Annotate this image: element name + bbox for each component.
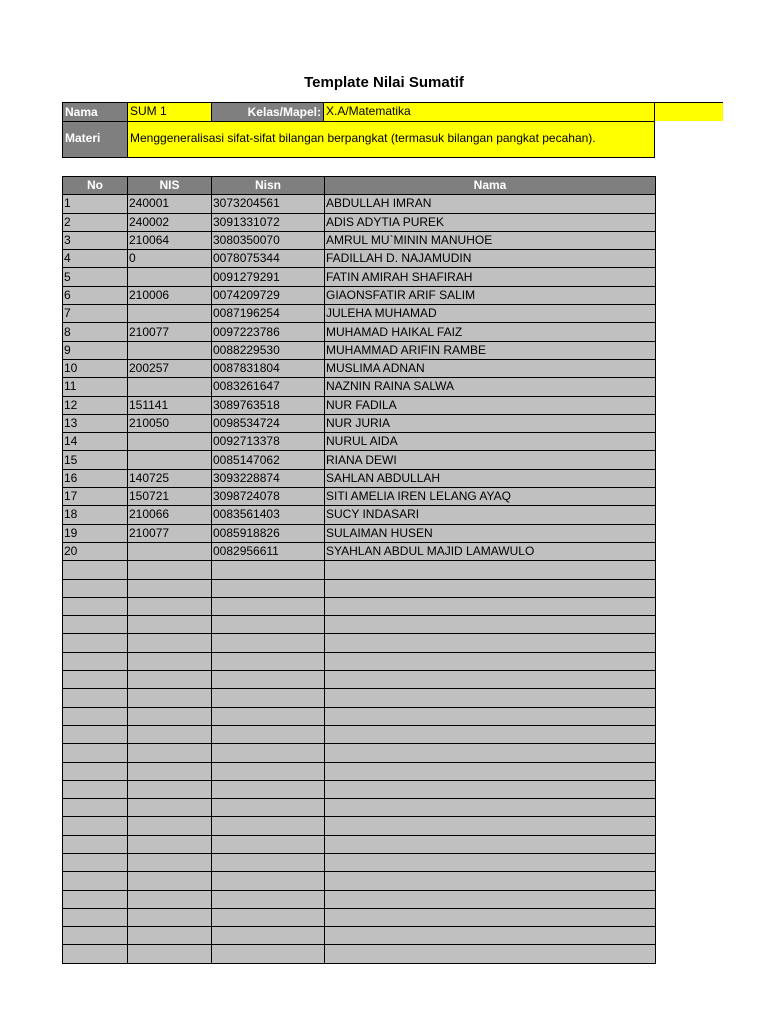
- cell-nama[interactable]: [325, 817, 656, 835]
- cell-nisn[interactable]: [212, 597, 325, 615]
- cell-nisn[interactable]: 0083561403: [212, 506, 325, 524]
- cell-nisn[interactable]: 3098724078: [212, 488, 325, 506]
- table-row: [63, 213, 656, 231]
- kelas-mapel-label: Kelas/Mapel:: [211, 102, 323, 121]
- cell-nis[interactable]: [128, 817, 212, 835]
- cell-no[interactable]: [63, 853, 128, 871]
- materi-value-cell[interactable]: Menggeneralisasi sifat-sifat bilangan berpangkat (termasuk bilangan pangkat pecahan).: [127, 121, 655, 158]
- cell-nis[interactable]: 151141: [128, 396, 212, 414]
- column-header-no[interactable]: No: [63, 177, 128, 195]
- cell-no[interactable]: [63, 616, 128, 634]
- table-row: [63, 616, 656, 634]
- kelas-mapel-value-cell[interactable]: X.A/Matematika: [323, 102, 723, 121]
- cell-nisn[interactable]: 0087831804: [212, 359, 325, 377]
- cell-nisn[interactable]: [212, 579, 325, 597]
- table-row: [63, 853, 656, 871]
- cell-nisn[interactable]: 0074209729: [212, 286, 325, 304]
- table-row: [63, 286, 656, 304]
- table-row: [63, 762, 656, 780]
- cell-nis[interactable]: 210077: [128, 323, 212, 341]
- table-body: [63, 195, 656, 963]
- table-row: [63, 945, 656, 963]
- cell-nisn[interactable]: 3080350070: [212, 231, 325, 249]
- cell-nisn[interactable]: 0085147062: [212, 451, 325, 469]
- table-row: [63, 488, 656, 506]
- cell-nama[interactable]: SUCY INDASARI: [325, 506, 656, 524]
- cell-no[interactable]: [63, 872, 128, 890]
- cell-nis[interactable]: [128, 762, 212, 780]
- cell-nama[interactable]: [325, 652, 656, 670]
- cell-nama[interactable]: RIANA DEWI: [325, 451, 656, 469]
- cell-nis[interactable]: 150721: [128, 488, 212, 506]
- cell-no[interactable]: 8: [63, 323, 128, 341]
- cell-nis[interactable]: [128, 579, 212, 597]
- cell-nis[interactable]: [128, 890, 212, 908]
- table-row: [63, 652, 656, 670]
- cell-nisn[interactable]: [212, 671, 325, 689]
- cell-nisn[interactable]: 0085918826: [212, 524, 325, 542]
- page-title: Template Nilai Sumatif: [304, 74, 464, 91]
- cell-nis[interactable]: [128, 725, 212, 743]
- cell-nis[interactable]: [128, 451, 212, 469]
- cell-nama[interactable]: [325, 671, 656, 689]
- cell-nisn[interactable]: [212, 835, 325, 853]
- cell-nisn[interactable]: 3093228874: [212, 469, 325, 487]
- cell-nama[interactable]: NURUL AIDA: [325, 433, 656, 451]
- table-row: [63, 323, 656, 341]
- table-row: [63, 890, 656, 908]
- cell-no[interactable]: 11: [63, 378, 128, 396]
- cell-nisn[interactable]: 0098534724: [212, 414, 325, 432]
- cell-nama[interactable]: JULEHA MUHAMAD: [325, 305, 656, 323]
- cell-nama[interactable]: FATIN AMIRAH SHAFIRAH: [325, 268, 656, 286]
- cell-no[interactable]: [63, 799, 128, 817]
- cell-no[interactable]: 10: [63, 359, 128, 377]
- cell-nama[interactable]: SAHLAN ABDULLAH: [325, 469, 656, 487]
- nama-label: Nama: [62, 102, 127, 121]
- cell-nama[interactable]: [325, 908, 656, 926]
- cell-nisn[interactable]: 0078075344: [212, 250, 325, 268]
- table-row: [63, 835, 656, 853]
- cell-no[interactable]: [63, 762, 128, 780]
- table-row: [63, 744, 656, 762]
- cell-no[interactable]: [63, 725, 128, 743]
- table-row: [63, 817, 656, 835]
- cell-nis[interactable]: 210064: [128, 231, 212, 249]
- cell-nama[interactable]: [325, 561, 656, 579]
- cell-nisn[interactable]: [212, 872, 325, 890]
- cell-nama[interactable]: [325, 707, 656, 725]
- cell-nis[interactable]: [128, 799, 212, 817]
- column-header-nis[interactable]: NIS: [128, 177, 212, 195]
- cell-nis[interactable]: 240001: [128, 195, 212, 213]
- cell-nama[interactable]: MUHAMMAD ARIFIN RAMBE: [325, 341, 656, 359]
- cell-nama[interactable]: MUSLIMA ADNAN: [325, 359, 656, 377]
- table-row: [63, 414, 656, 432]
- table-row: [63, 927, 656, 945]
- cell-nis[interactable]: [128, 652, 212, 670]
- cell-nisn[interactable]: 0088229530: [212, 341, 325, 359]
- table-row: [63, 396, 656, 414]
- cell-no[interactable]: [63, 744, 128, 762]
- table-row: [63, 780, 656, 798]
- cell-nama[interactable]: [325, 780, 656, 798]
- cell-nis[interactable]: 240002: [128, 213, 212, 231]
- cell-nisn[interactable]: [212, 817, 325, 835]
- cell-nis[interactable]: [128, 780, 212, 798]
- cell-nisn[interactable]: [212, 561, 325, 579]
- cell-nama[interactable]: [325, 762, 656, 780]
- cell-no[interactable]: 1: [63, 195, 128, 213]
- cell-nisn[interactable]: 0092713378: [212, 433, 325, 451]
- cell-nama[interactable]: [325, 890, 656, 908]
- cell-nis[interactable]: [128, 945, 212, 963]
- cell-nama[interactable]: NAZNIN RAINA SALWA: [325, 378, 656, 396]
- table-row: [63, 634, 656, 652]
- table-row: [63, 250, 656, 268]
- table-row: [63, 305, 656, 323]
- cell-no[interactable]: 13: [63, 414, 128, 432]
- cell-nis[interactable]: 140725: [128, 469, 212, 487]
- cell-nama[interactable]: NUR FADILA: [325, 396, 656, 414]
- cell-no[interactable]: [63, 890, 128, 908]
- table-row: [63, 268, 656, 286]
- cell-nama[interactable]: SULAIMAN HUSEN: [325, 524, 656, 542]
- cell-no[interactable]: [63, 927, 128, 945]
- table-row: [63, 799, 656, 817]
- cell-no[interactable]: 12: [63, 396, 128, 414]
- cell-nisn[interactable]: 3089763518: [212, 396, 325, 414]
- table-row: [63, 231, 656, 249]
- cell-no[interactable]: [63, 561, 128, 579]
- cell-nisn[interactable]: [212, 762, 325, 780]
- cell-nisn[interactable]: [212, 707, 325, 725]
- cell-nama[interactable]: [325, 689, 656, 707]
- cell-nama[interactable]: AMRUL MU`MININ MANUHOE: [325, 231, 656, 249]
- table-row: [63, 341, 656, 359]
- cell-nis[interactable]: [128, 305, 212, 323]
- column-header-nama[interactable]: Nama: [325, 177, 656, 195]
- table-row: [63, 561, 656, 579]
- cell-nisn[interactable]: [212, 908, 325, 926]
- cell-nis[interactable]: [128, 433, 212, 451]
- cell-nis[interactable]: [128, 634, 212, 652]
- cell-nisn[interactable]: [212, 744, 325, 762]
- table-row: [63, 671, 656, 689]
- table-header-row: [63, 177, 656, 195]
- table-row: [63, 469, 656, 487]
- cell-no[interactable]: [63, 671, 128, 689]
- cell-no[interactable]: [63, 817, 128, 835]
- cell-nisn[interactable]: 3073204561: [212, 195, 325, 213]
- cell-no[interactable]: 5: [63, 268, 128, 286]
- cell-nis[interactable]: [128, 268, 212, 286]
- cell-no[interactable]: 4: [63, 250, 128, 268]
- cell-nis[interactable]: 0: [128, 250, 212, 268]
- cell-no[interactable]: 3: [63, 231, 128, 249]
- cell-nis[interactable]: [128, 707, 212, 725]
- cell-no[interactable]: 7: [63, 305, 128, 323]
- table-row: [63, 872, 656, 890]
- cell-nama[interactable]: [325, 634, 656, 652]
- cell-nis[interactable]: [128, 689, 212, 707]
- cell-nama[interactable]: NUR JURIA: [325, 414, 656, 432]
- cell-nis[interactable]: [128, 597, 212, 615]
- table-row: [63, 597, 656, 615]
- cell-nis[interactable]: [128, 872, 212, 890]
- cell-nama[interactable]: [325, 597, 656, 615]
- table-row: [63, 579, 656, 597]
- cell-nisn[interactable]: 0091279291: [212, 268, 325, 286]
- table-row: [63, 725, 656, 743]
- cell-no[interactable]: 6: [63, 286, 128, 304]
- cell-nisn[interactable]: [212, 634, 325, 652]
- cell-nama[interactable]: [325, 744, 656, 762]
- cell-nisn[interactable]: [212, 780, 325, 798]
- cell-no[interactable]: [63, 597, 128, 615]
- table-row: [63, 433, 656, 451]
- cell-nisn[interactable]: [212, 853, 325, 871]
- table-row: [63, 707, 656, 725]
- cell-no[interactable]: 9: [63, 341, 128, 359]
- cell-no[interactable]: 14: [63, 433, 128, 451]
- table-row: [63, 908, 656, 926]
- cell-nama[interactable]: FADILLAH D. NAJAMUDIN: [325, 250, 656, 268]
- cell-nama[interactable]: ABDULLAH IMRAN: [325, 195, 656, 213]
- cell-nama[interactable]: [325, 725, 656, 743]
- cell-nisn[interactable]: 3091331072: [212, 213, 325, 231]
- student-table: [62, 176, 656, 964]
- cell-nisn[interactable]: [212, 616, 325, 634]
- cell-no[interactable]: [63, 689, 128, 707]
- cell-nisn[interactable]: [212, 890, 325, 908]
- cell-nis[interactable]: 200257: [128, 359, 212, 377]
- cell-no[interactable]: [63, 634, 128, 652]
- cell-nis[interactable]: [128, 835, 212, 853]
- cell-no[interactable]: 19: [63, 524, 128, 542]
- cell-no[interactable]: [63, 908, 128, 926]
- cell-nama[interactable]: [325, 579, 656, 597]
- table-row: [63, 359, 656, 377]
- cell-nama[interactable]: SITI AMELIA IREN LELANG AYAQ: [325, 488, 656, 506]
- cell-no[interactable]: 2: [63, 213, 128, 231]
- cell-no[interactable]: 20: [63, 542, 128, 560]
- cell-nama[interactable]: [325, 872, 656, 890]
- cell-no[interactable]: 18: [63, 506, 128, 524]
- cell-nisn[interactable]: [212, 652, 325, 670]
- cell-nama[interactable]: [325, 835, 656, 853]
- cell-nama[interactable]: [325, 799, 656, 817]
- cell-no[interactable]: 15: [63, 451, 128, 469]
- table-row: [63, 524, 656, 542]
- cell-no[interactable]: [63, 835, 128, 853]
- cell-no[interactable]: [63, 780, 128, 798]
- nama-value-cell[interactable]: SUM 1: [127, 102, 211, 121]
- cell-nis[interactable]: 210066: [128, 506, 212, 524]
- cell-nisn[interactable]: [212, 927, 325, 945]
- table-row: [63, 689, 656, 707]
- cell-no[interactable]: [63, 579, 128, 597]
- cell-nis[interactable]: [128, 927, 212, 945]
- cell-nis[interactable]: [128, 744, 212, 762]
- cell-nis[interactable]: [128, 853, 212, 871]
- cell-nisn[interactable]: 0097223786: [212, 323, 325, 341]
- column-header-nisn[interactable]: Nisn: [212, 177, 325, 195]
- cell-nisn[interactable]: 0082956611: [212, 542, 325, 560]
- table-row: [63, 195, 656, 213]
- table-row: [63, 378, 656, 396]
- cell-nama[interactable]: [325, 945, 656, 963]
- cell-nisn[interactable]: [212, 945, 325, 963]
- cell-nama[interactable]: ADIS ADYTIA PUREK: [325, 213, 656, 231]
- cell-nama[interactable]: SYAHLAN ABDUL MAJID LAMAWULO: [325, 542, 656, 560]
- cell-no[interactable]: 16: [63, 469, 128, 487]
- cell-nama[interactable]: GIAONSFATIR ARIF SALIM: [325, 286, 656, 304]
- cell-nis[interactable]: [128, 542, 212, 560]
- cell-nama[interactable]: [325, 853, 656, 871]
- cell-no[interactable]: [63, 945, 128, 963]
- table-row: [63, 506, 656, 524]
- cell-nis[interactable]: 210050: [128, 414, 212, 432]
- cell-nis[interactable]: 210006: [128, 286, 212, 304]
- cell-nisn[interactable]: 0087196254: [212, 305, 325, 323]
- table-row: [63, 542, 656, 560]
- cell-nama[interactable]: [325, 927, 656, 945]
- cell-no[interactable]: 17: [63, 488, 128, 506]
- header-divider: [654, 102, 655, 121]
- cell-nisn[interactable]: 0083261647: [212, 378, 325, 396]
- cell-nis[interactable]: 210077: [128, 524, 212, 542]
- cell-nis[interactable]: [128, 671, 212, 689]
- cell-nisn[interactable]: [212, 689, 325, 707]
- cell-nama[interactable]: MUHAMAD HAIKAL FAIZ: [325, 323, 656, 341]
- cell-no[interactable]: [63, 707, 128, 725]
- cell-nis[interactable]: [128, 561, 212, 579]
- cell-nis[interactable]: [128, 616, 212, 634]
- table-row: [63, 451, 656, 469]
- cell-nis[interactable]: [128, 378, 212, 396]
- cell-nisn[interactable]: [212, 799, 325, 817]
- cell-no[interactable]: [63, 652, 128, 670]
- materi-label: Materi: [62, 121, 127, 158]
- cell-nisn[interactable]: [212, 725, 325, 743]
- cell-nis[interactable]: [128, 908, 212, 926]
- cell-nama[interactable]: [325, 616, 656, 634]
- cell-nis[interactable]: [128, 341, 212, 359]
